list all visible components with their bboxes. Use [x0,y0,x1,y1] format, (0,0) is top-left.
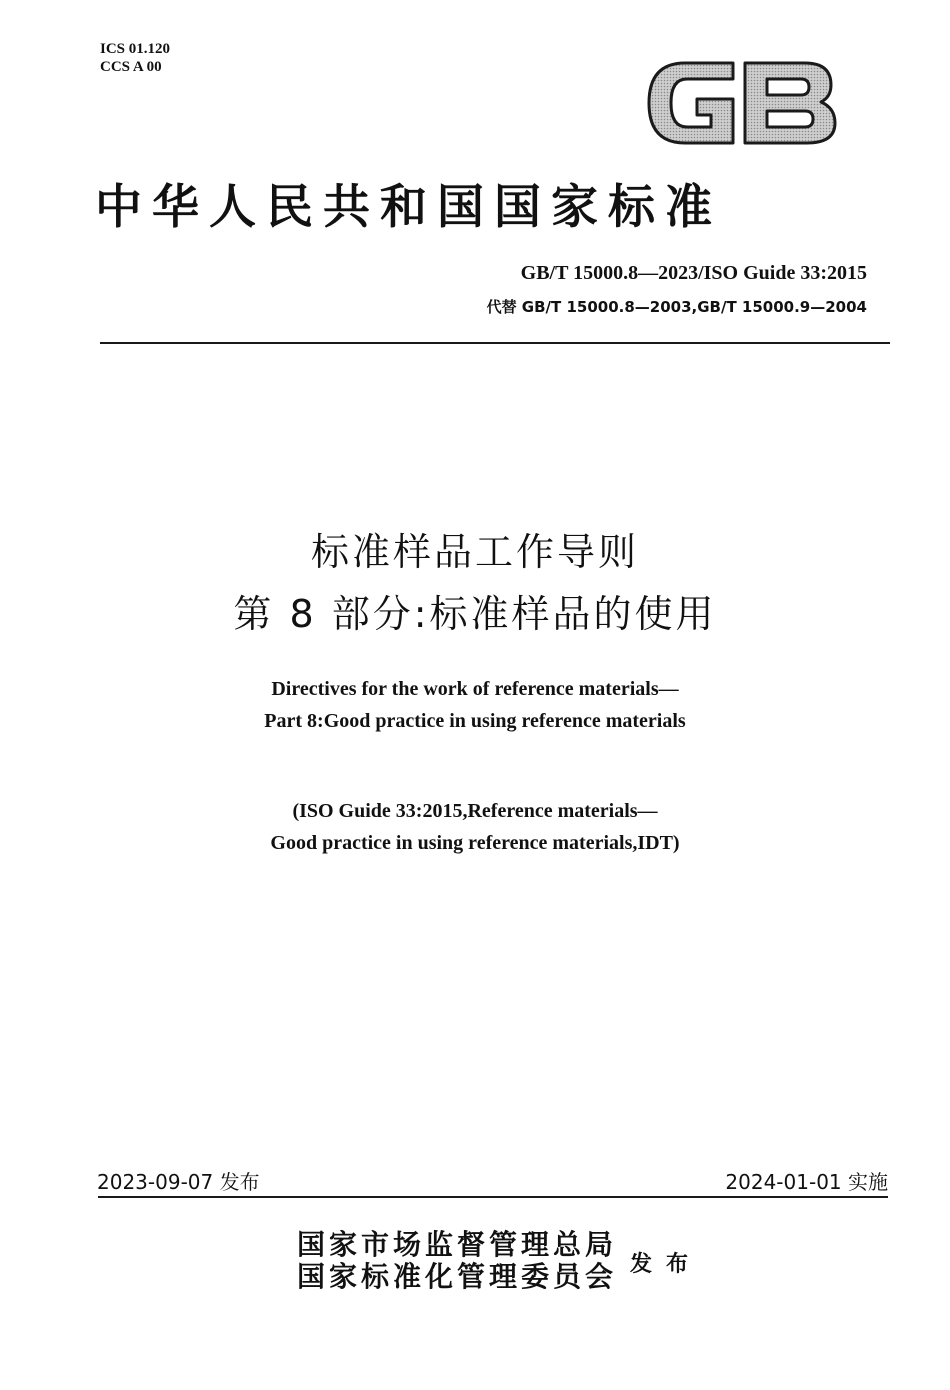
implementation-date: 2024-01-01 实施 [725,1170,888,1194]
standard-number: GB/T 15000.8—2023/ISO Guide 33:2015 [520,262,867,284]
iso-reference-line-1: (ISO Guide 33:2015,Reference materials— [292,800,658,822]
header-divider [100,342,890,344]
publish-label: 发布 [630,1252,703,1277]
title-en-line-2: Part 8:Good practice in using reference materials [264,710,686,732]
gb-logo [645,55,840,151]
iso-reference-line-2: Good practice in using reference materials,IDT) [270,832,680,854]
ics-code: ICS 01.120 [100,41,171,57]
country-standard-title: 中华人民共和国国家标准 [95,180,722,235]
title-en-line-1: Directives for the work of reference materials— [271,678,679,700]
ccs-code: CCS A 00 [100,59,162,75]
classification-codes [100,40,170,76]
issue-date: 2023-09-07 发布 [97,1170,260,1194]
footer-divider [98,1196,888,1198]
title-zh-line-1: 标准样品工作导则 [310,530,639,574]
issuer-sac: 国家标准化管理委员会 [297,1260,618,1293]
issuer-samr: 国家市场监督管理总局 [297,1228,618,1261]
replaces-standards: 代替 GB/T 15000.8—2003,GB/T 15000.9—2004 [486,298,867,316]
title-zh-line-2: 第 8 部分:标准样品的使用 [233,592,717,636]
